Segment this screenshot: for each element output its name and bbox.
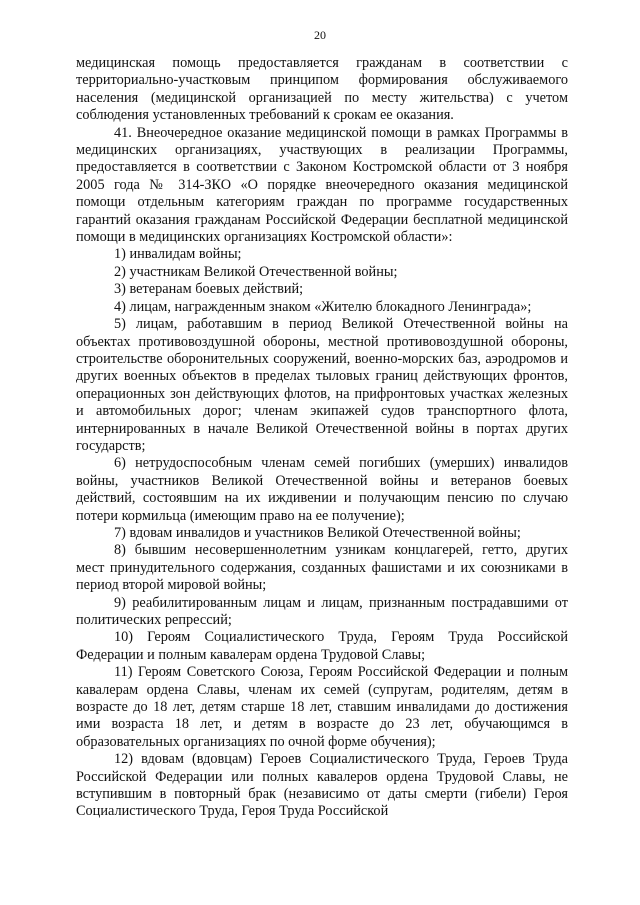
list-item-2: 2) участникам Великой Отечественной войны;: [114, 263, 398, 280]
document-body: [76, 55, 568, 821]
list-item-1: 1) инвалидам войны;: [114, 246, 242, 263]
list-item-11: 11) Героям Советского Союза, Героям Российской Федерации и полным кавалерам ордена Славы, членам их семей (супругам, родителям, детям в возрасте до 18 лет, детям старше 18 лет, ставшим инвалидами до достижения ими возраста 18 лет, и детям в возрасте до 23 лет, обучающимся в образовательных организациях по очной форме обучения);: [76, 664, 568, 750]
list-item-12: 12) вдовам (вдовцам) Героев Социалистического Труда, Героев Труда Российской Федерации или полных кавалеров ордена Трудовой Славы, не вступившим в повторный брак (независимо от даты смерти (гибели) Героя Социалистического Труда, Героя Труда Российской: [76, 751, 568, 820]
list-item-9: 9) реабилитированным лицам и лицам, признанным пострадавшими от политических репрессий;: [76, 594, 568, 628]
list-item-8: 8) бывшим несовершеннолетним узникам концлагерей, гетто, других мест принудительного содержания, созданных фашистами и их союзниками в период второй мировой войны;: [76, 542, 568, 594]
list-item-6: 6) нетрудоспособным членам семей погибших (умерших) инвалидов войны, участников Великой Отечественной войны и ветеранов боевых действий, состоявшим на их иждивении и получающим пенсию по случаю потери кормильца (имеющим право на ее получение);: [76, 455, 568, 524]
list-item-10: 10) Героям Социалистического Труда, Героям Труда Российской Федерации и полным кавалерам ордена Трудовой Славы;: [76, 629, 568, 663]
list-item-5: 5) лицам, работавшим в период Великой Отечественной войны на объектах противовоздушной обороны, местной противовоздушной обороны, строительстве оборонительных сооружений, военно-морских баз, аэродромов и других военных объектов в пределах тыловых границ действующих фронтов, операционных зон действующих флотов, на прифронтовых участках железных и автомобильных дорог; членам экипажей судов транспортного флота, интернированных в начале Великой Отечественной войны в портах других государств;: [76, 316, 568, 454]
list-item-3: 3) ветеранам боевых действий;: [114, 281, 304, 298]
paragraph-item-41: 41. Внеочередное оказание медицинской помощи в рамках Программы в медицинских организациях, участвующих в реализации Программы, предоставляется в соответствии с Законом Костромской области от 3 ноября 2005 года № 314-ЗКО «О порядке внеочередного оказания медицинской помощи отдельным категориям граждан по программе государственных гарантий оказания гражданам Российской Федерации бесплатной медицинской помощи в медицинских организациях Костромской области»:: [76, 124, 568, 246]
page-number: 20: [314, 28, 326, 42]
paragraph-continuation: медицинская помощь предоставляется гражданам в соответствии с территориально-участковым принципом формирования обслуживаемого населения (медицинской организацией по месту жительства) с учетом соблюдения установленных требований к срокам ее оказания.: [76, 55, 568, 124]
list-item-7: 7) вдовам инвалидов и участников Великой Отечественной войны;: [114, 524, 521, 541]
list-item-4: 4) лицам, награжденным знаком «Жителю блокадного Ленинграда»;: [114, 298, 532, 315]
